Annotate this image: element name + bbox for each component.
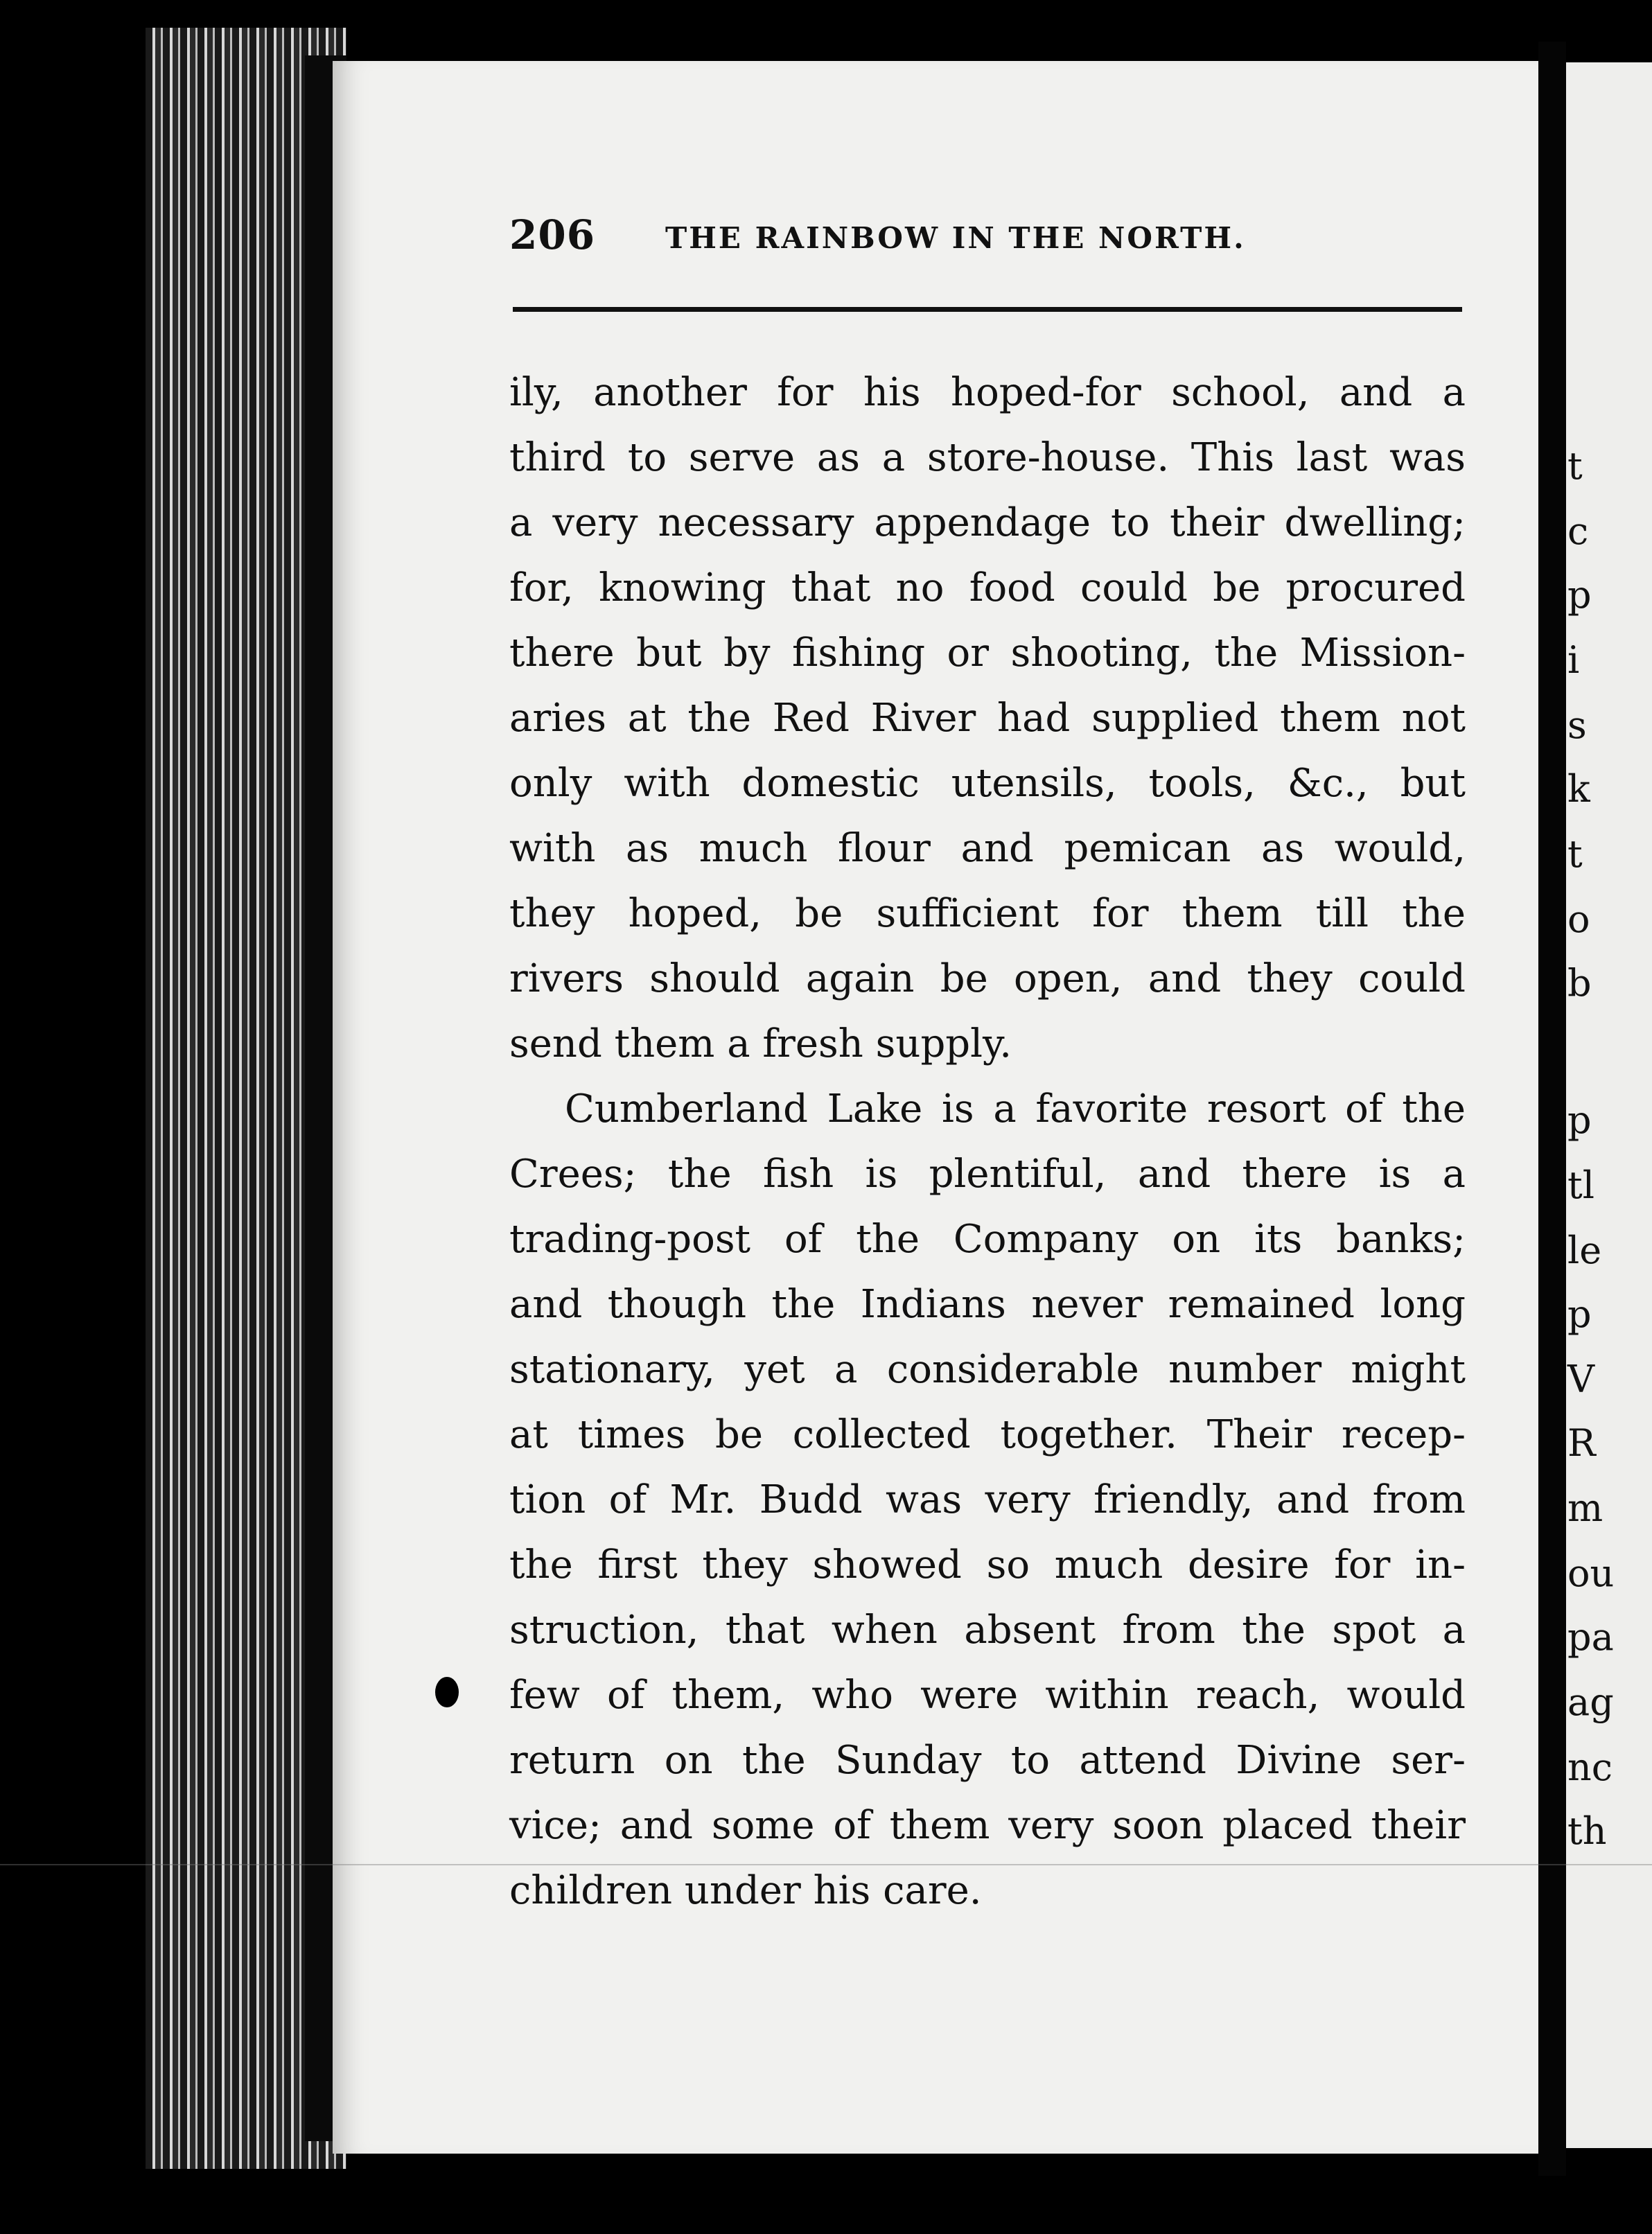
text-line: they hoped, be sufficient for them till the: [509, 891, 1466, 936]
text-line: vice; and some of them very soon placed their: [509, 1803, 1466, 1848]
text-line: children under his care.: [509, 1868, 982, 1913]
next-page-fragment: t: [1567, 444, 1583, 488]
text-line: for, knowing that no food could be procured: [509, 565, 1466, 610]
text-line: Cumberland Lake is a favorite resort of the: [565, 1087, 1466, 1132]
next-page-fragment: k: [1567, 767, 1590, 811]
text-line: with as much flour and pemican as would,: [509, 826, 1466, 871]
next-page-fragment: p: [1567, 1292, 1592, 1336]
text-line: Crees; the fish is plentiful, and there is a: [509, 1152, 1466, 1197]
text-line: few of them, who were within reach, would: [509, 1673, 1466, 1718]
next-page-fragment: i: [1567, 638, 1580, 682]
next-page-fragment: p: [1567, 1098, 1592, 1142]
text-line: third to serve as a store-house. This last was: [509, 435, 1466, 480]
next-page-fragment: s: [1567, 703, 1587, 747]
next-page-sliver: [1566, 62, 1652, 2148]
next-page-fragment: t: [1567, 832, 1583, 876]
next-page-fragment: R: [1567, 1421, 1596, 1465]
text-line: send them a fresh supply.: [509, 1021, 1012, 1066]
next-page-fragment: c: [1567, 509, 1589, 553]
text-line: ily, another for his hoped-for school, and a: [509, 370, 1466, 415]
next-page-fragment: ou: [1567, 1551, 1615, 1595]
page-number: 206: [509, 211, 596, 258]
text-line: and though the Indians never remained long: [509, 1282, 1466, 1327]
page-header: [509, 211, 1452, 267]
text-line: trading-post of the Company on its banks;: [509, 1217, 1466, 1262]
next-page-fragment: le: [1567, 1229, 1602, 1272]
text-line: rivers should again be open, and they could: [509, 956, 1466, 1001]
text-line: at times be collected together. Their recep-: [509, 1412, 1466, 1457]
next-page-fragment: p: [1567, 573, 1592, 617]
next-page-fragment: ag: [1567, 1680, 1614, 1724]
text-line: only with domestic utensils, tools, &c., but: [509, 761, 1466, 806]
next-page-fragment: tl: [1567, 1163, 1594, 1207]
book-gutter: [1538, 42, 1566, 2176]
next-page-fragment: pa: [1567, 1615, 1614, 1659]
next-page-fragment: m: [1567, 1486, 1603, 1530]
text-line: tion of Mr. Budd was very friendly, and from: [509, 1477, 1466, 1522]
text-line: the first they showed so much desire for in-: [509, 1542, 1466, 1587]
text-line: a very necessary appendage to their dwelling;: [509, 500, 1466, 545]
next-page-fragment: th: [1567, 1809, 1607, 1853]
next-page-fragment: b: [1567, 961, 1592, 1005]
next-page-fragment: nc: [1567, 1745, 1613, 1789]
text-line: there but by fishing or shooting, the Mission-: [509, 631, 1466, 676]
next-page-fragment: o: [1567, 897, 1590, 941]
text-line: struction, that when absent from the spot a: [509, 1608, 1466, 1653]
ink-blot: [435, 1677, 459, 1707]
running-title: THE RAINBOW IN THE NORTH.: [665, 221, 1246, 255]
text-line: return on the Sunday to attend Divine ser-: [509, 1738, 1466, 1783]
body-text: [509, 360, 1466, 1924]
header-rule: [513, 307, 1462, 312]
next-page-fragment: V: [1567, 1357, 1594, 1401]
scan-artifact-line: [0, 1864, 1652, 1865]
text-line: aries at the Red River had supplied them not: [509, 696, 1466, 741]
text-line: stationary, yet a considerable number might: [509, 1347, 1466, 1392]
